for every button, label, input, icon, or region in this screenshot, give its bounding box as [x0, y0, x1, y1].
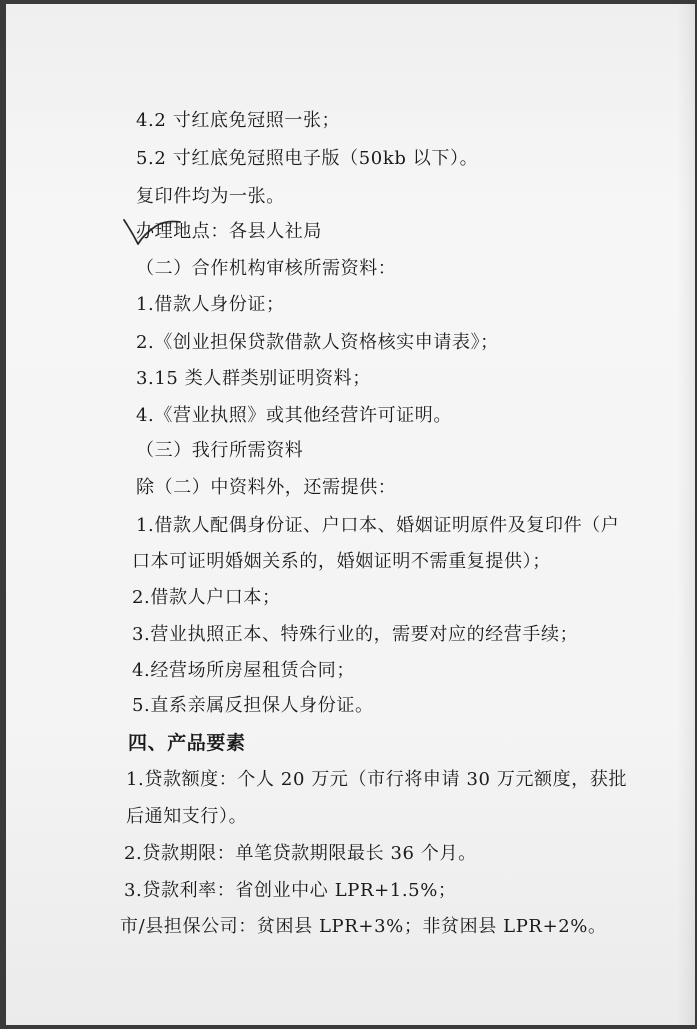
document-page [6, 4, 695, 1025]
section-heading-product: 四、产品要素 [128, 732, 246, 754]
list-item: 1.借款人配偶身份证、户口本、婚姻证明原件及复印件（户 [136, 515, 620, 536]
list-item: 3.营业执照正本、特殊行业的，需要对应的经营手续； [132, 624, 579, 645]
list-item: 1.贷款额度：个人 20 万元（市行将申请 30 万元额度，获批 [126, 769, 628, 790]
text-line-additional: 除（二）中资料外，还需提供： [136, 477, 397, 498]
section-heading-partner: （二）合作机构审核所需资料： [136, 258, 397, 279]
list-item: 2.《创业担保贷款借款人资格核实申请表》； [136, 332, 499, 353]
list-item: 2.贷款期限：单笔贷款期限最长 36 个月。 [124, 843, 477, 864]
list-item: 1.借款人身份证； [136, 294, 285, 315]
list-item-continuation: 口本可证明婚姻关系的，婚姻证明不需重复提供）； [132, 551, 551, 572]
text-line-location: 办理地点：各县人社局 [136, 221, 322, 242]
text-line-copies: 复印件均为一张。 [136, 186, 285, 207]
text-line-guarantee-rates: 市/县担保公司：贫困县 LPR+3%；非贫困县 LPR+2%。 [120, 916, 607, 937]
list-item: 5.直系亲属反担保人身份证。 [132, 695, 374, 716]
list-item-continuation: 后通知支行）。 [126, 806, 248, 827]
list-item: 4.经营场所房屋租赁合同； [132, 660, 355, 681]
list-item: 4.《营业执照》或其他经营许可证明。 [136, 405, 452, 426]
list-item: 3.15 类人群类别证明资料； [136, 368, 371, 389]
section-heading-bank: （三）我行所需资料 [136, 440, 304, 461]
text-line-photo-digital: 5.2 寸红底免冠照电子版（50kb 以下）。 [136, 148, 479, 169]
text-line-photo-paper: 4.2 寸红底免冠照一张； [136, 110, 341, 131]
list-item: 2.借款人户口本； [132, 587, 281, 608]
list-item: 3.贷款利率：省创业中心 LPR+1.5%； [124, 880, 457, 901]
